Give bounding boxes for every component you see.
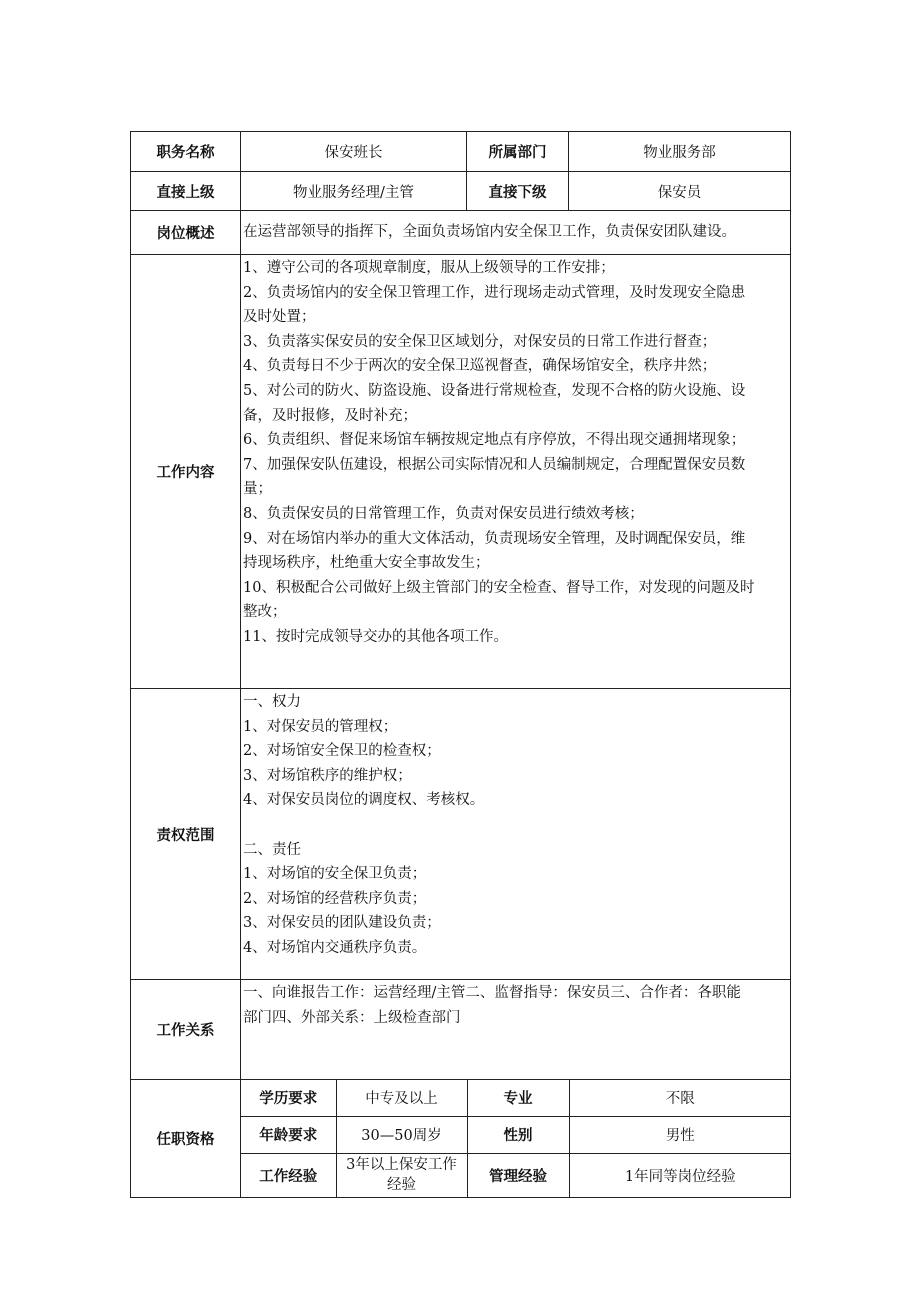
- row-qualifications: [131, 1080, 791, 1198]
- work-line: 11、按时完成领导交办的其他各项工作。: [243, 628, 508, 645]
- rights-item: 3、对场馆秩序的维护权；: [243, 767, 412, 784]
- qualifications-table: [241, 1080, 791, 1197]
- row-scope: [131, 689, 791, 980]
- overview-label: 岗位概述: [131, 211, 241, 255]
- major-label: 专业: [467, 1080, 569, 1116]
- gender-label: 性别: [467, 1116, 569, 1153]
- relations-cell: [241, 980, 791, 1080]
- work-content-cell: [241, 255, 791, 689]
- rights-item: 1、对保安员的管理权；: [243, 718, 398, 735]
- position-title-label: 职务名称: [131, 132, 241, 172]
- duties-item: 3、对保安员的团队建设负责；: [243, 915, 441, 932]
- age-label: 年龄要求: [241, 1116, 336, 1153]
- work-line: 1、遵守公司的各项规章制度，服从上级领导的工作安排；: [243, 260, 615, 276]
- duties-heading: 二、责任: [243, 841, 301, 858]
- work-line: 3、负责落实保安员的安全保卫区域划分，对保安员的日常工作进行督查；: [243, 333, 717, 350]
- direct-subordinate-label: 直接下级: [467, 172, 569, 211]
- row-relations: [131, 980, 791, 1080]
- qualifications-label: 任职资格: [131, 1080, 241, 1198]
- work-line: 及时处置；: [243, 309, 316, 326]
- rights-item: 4、对保安员岗位的调度权、考核权。: [243, 792, 485, 809]
- work-line: 整改；: [243, 604, 287, 621]
- work-line: 9、对在场馆内举办的重大文体活动，负责现场安全管理，及时调配保安员，维: [243, 530, 746, 547]
- work-line: 8、负责保安员的日常管理工作，负责对保安员进行绩效考核；: [243, 505, 644, 522]
- row-position: [131, 132, 791, 172]
- gender-value: 男性: [569, 1116, 791, 1153]
- education-label: 学历要求: [241, 1080, 336, 1116]
- experience-line: 3年以上保安工作: [346, 1157, 457, 1174]
- experience-label: 工作经验: [241, 1153, 336, 1197]
- position-title-value: 保安班长: [241, 132, 467, 172]
- department-value: 物业服务部: [569, 132, 791, 172]
- work-line: 持现场秩序，杜绝重大安全事故发生；: [243, 555, 490, 572]
- management-label: 管理经验: [467, 1153, 569, 1197]
- job-description-table: [130, 131, 791, 1198]
- duties-item: 1、对场馆的安全保卫负责；: [243, 866, 427, 883]
- rights-heading: 一、权力: [243, 694, 301, 710]
- work-line: 6、负责组织、督促来场馆车辆按规定地点有序停放，不得出现交通拥堵现象；: [243, 432, 746, 449]
- scope-label: 责权范围: [131, 689, 241, 980]
- education-value: 中专及以上: [336, 1080, 467, 1116]
- direct-superior-label: 直接上级: [131, 172, 241, 211]
- qualifications-cell: [241, 1080, 791, 1198]
- relations-line: 部门四、外部关系：上级检查部门: [243, 1009, 461, 1026]
- work-line: 4、负责每日不少于两次的安全保卫巡视督查，确保场馆安全，秩序井然；: [243, 358, 717, 375]
- work-content-label: 工作内容: [131, 255, 241, 689]
- age-value: 30—50周岁: [336, 1116, 467, 1153]
- work-line: 7、加强保安队伍建设，根据公司实际情况和人员编制规定，合理配置保安员数: [243, 456, 746, 473]
- department-label: 所属部门: [467, 132, 569, 172]
- experience-line: 经验: [387, 1177, 416, 1194]
- experience-value: [336, 1153, 467, 1197]
- management-value: 1年同等岗位经验: [569, 1153, 791, 1197]
- work-line: 10、积极配合公司做好上级主管部门的安全检查、督导工作，对发现的问题及时: [243, 579, 755, 596]
- row-overview: [131, 211, 791, 255]
- scope-cell: [241, 689, 791, 980]
- rights-item: 2、对场馆安全保卫的检查权；: [243, 743, 441, 760]
- overview-text: 在运营部领导的指挥下，全面负责场馆内安全保卫工作，负责保安团队建设。: [243, 224, 736, 241]
- relations-label: 工作关系: [131, 980, 241, 1080]
- major-value: 不限: [569, 1080, 791, 1116]
- relations-line: 一、向谁报告工作：运营经理/主管二、监督指导：保安员三、合作者：各职能: [243, 985, 741, 1001]
- direct-superior-value: 物业服务经理/主管: [241, 172, 467, 211]
- work-line: 5、对公司的防火、防盗设施、设备进行常规检查，发现不合格的防火设施、设: [243, 382, 746, 399]
- work-line: 2、负责场馆内的安全保卫管理工作，进行现场走动式管理，及时发现安全隐患: [243, 284, 746, 301]
- work-line: 备，及时报修，及时补充；: [243, 407, 417, 424]
- work-line: 量；: [243, 481, 272, 498]
- duties-item: 2、对场馆的经营秩序负责；: [243, 890, 427, 907]
- row-work-content: [131, 255, 791, 689]
- row-reporting: [131, 172, 791, 211]
- direct-subordinate-value: 保安员: [569, 172, 791, 211]
- duties-item: 4、对场馆内交通秩序负责。: [243, 939, 427, 956]
